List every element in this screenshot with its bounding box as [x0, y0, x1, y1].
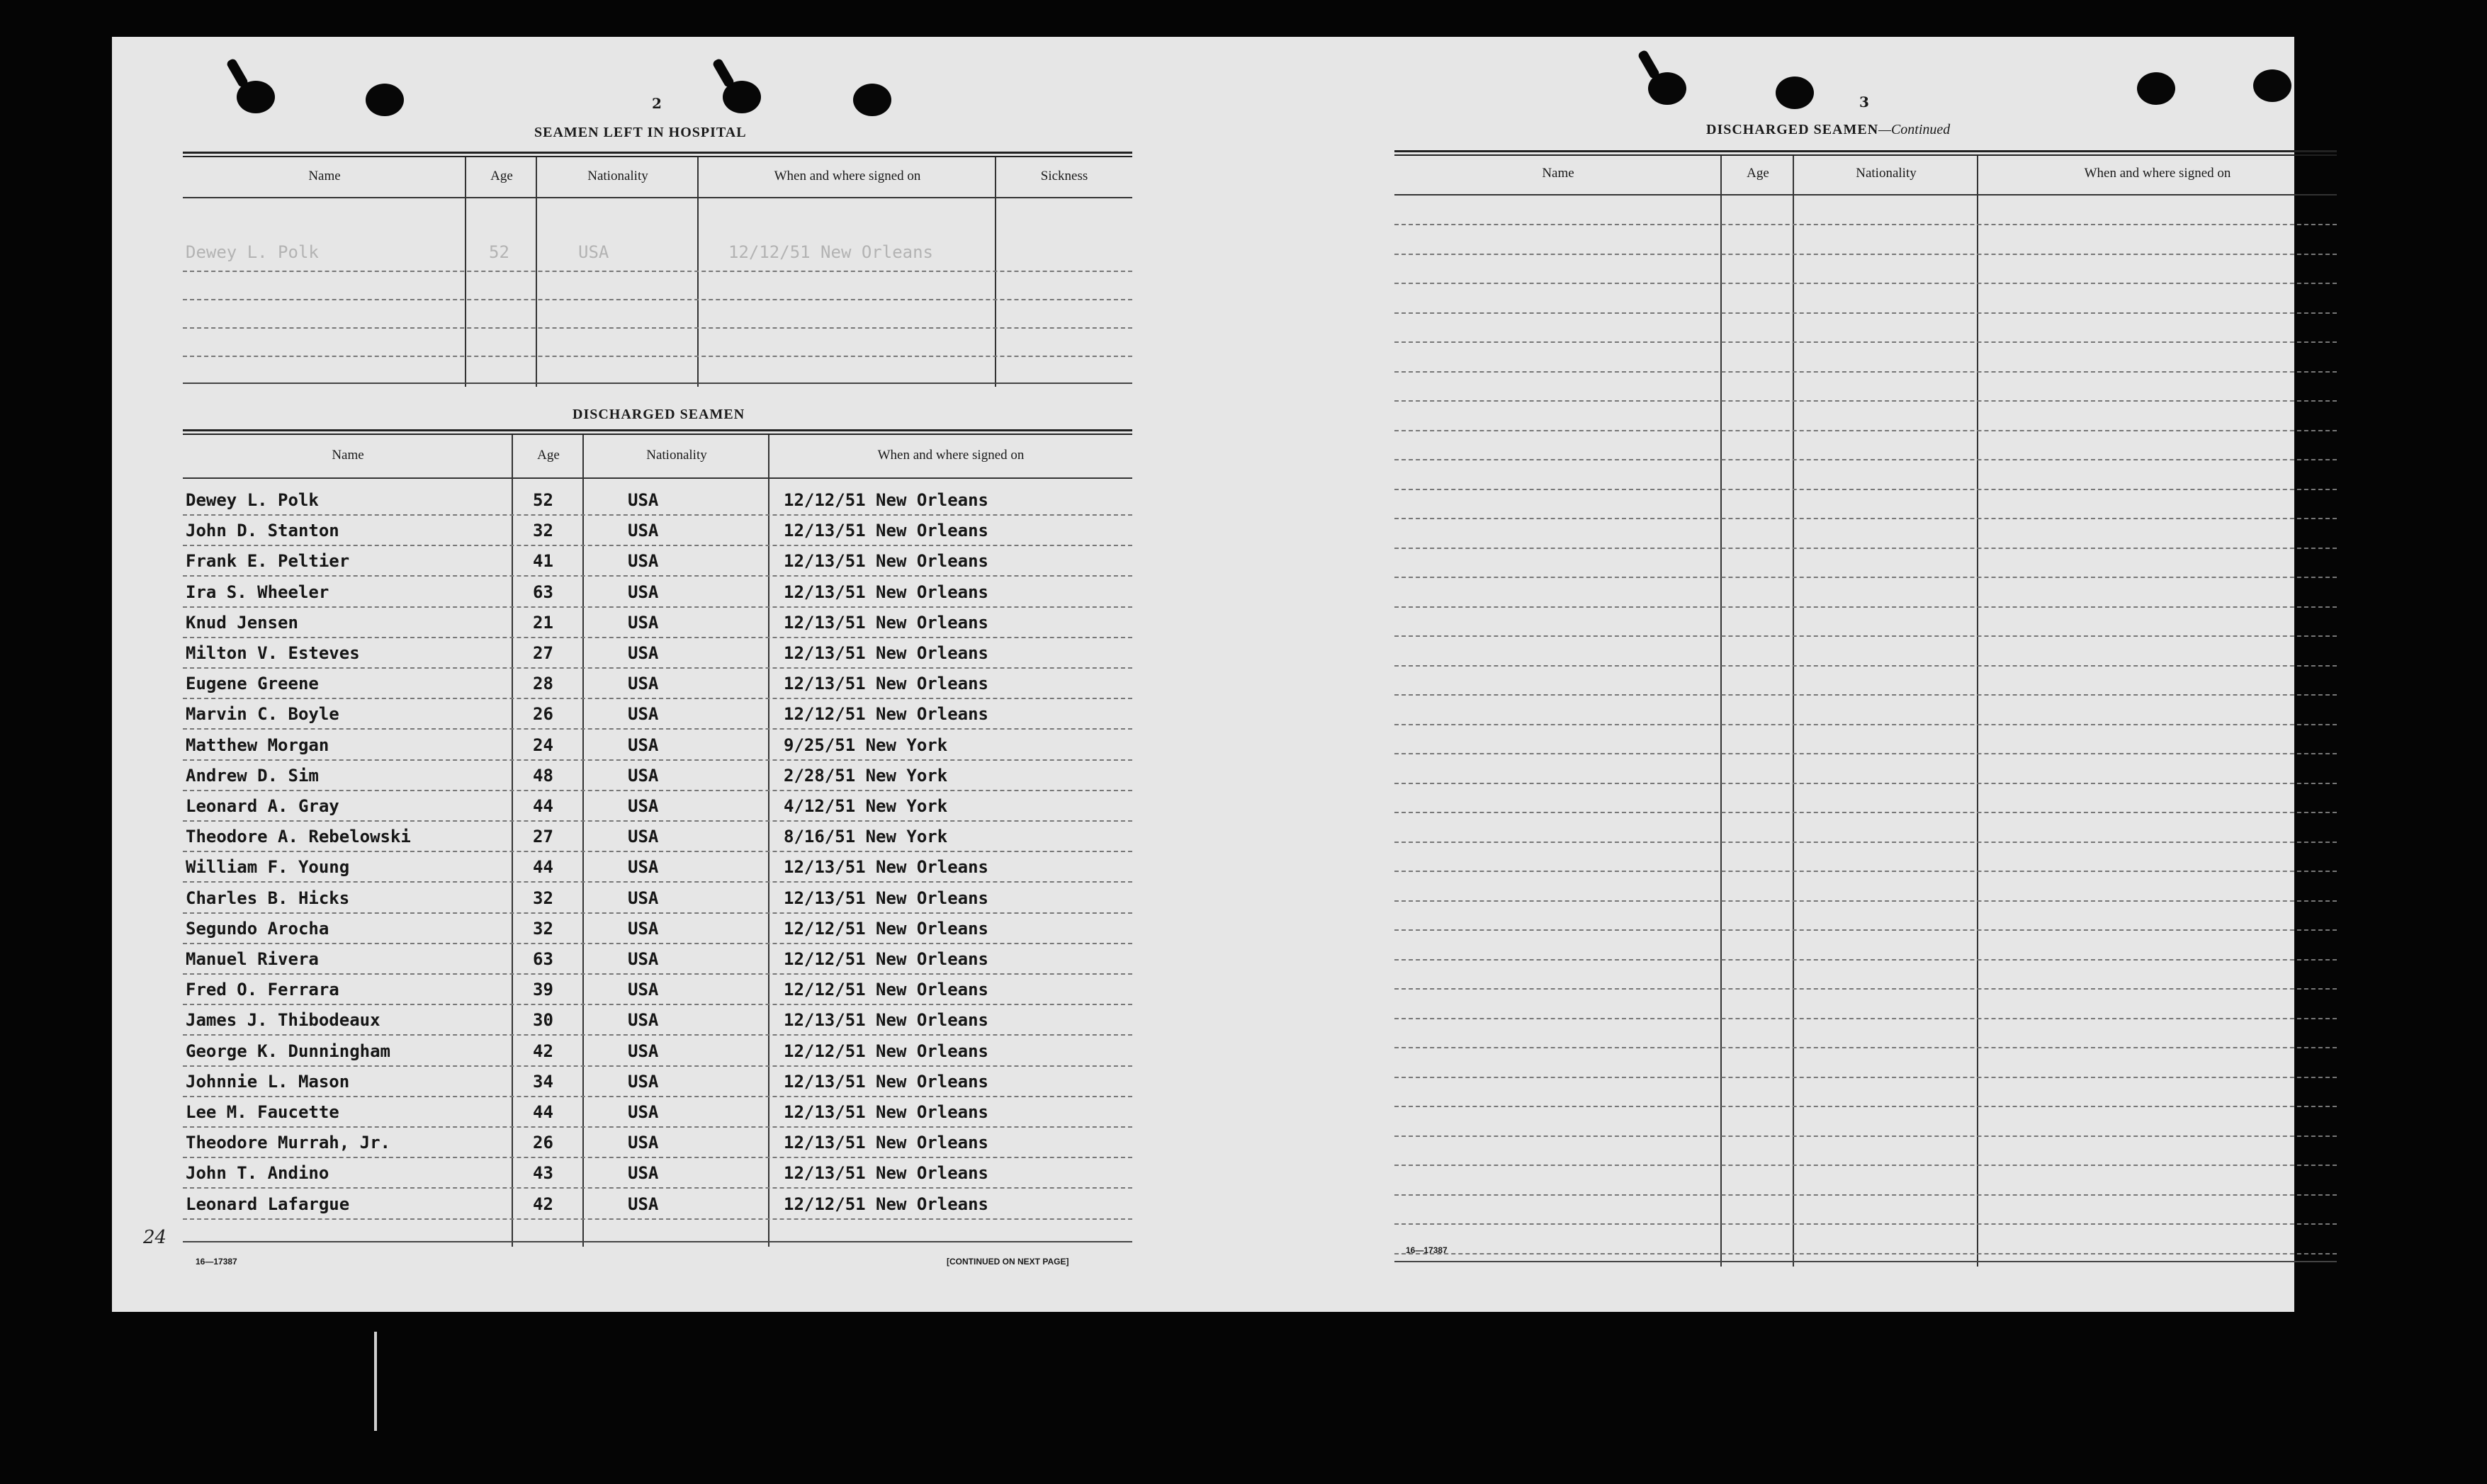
row-line — [1394, 1047, 2337, 1048]
column-divider — [512, 435, 513, 1247]
row-line — [1394, 254, 2337, 255]
cell-nationality: USA — [628, 765, 659, 786]
cell-signed-on: 12/12/51 New Orleans — [784, 704, 988, 725]
cell-age: 42 — [533, 1041, 553, 1061]
document-sheet — [112, 37, 2294, 1312]
cell-age: 26 — [533, 704, 553, 725]
punch-hole — [1648, 72, 1686, 105]
column-divider — [995, 157, 996, 387]
column-divider — [1720, 156, 1722, 1267]
row-line — [1394, 694, 2337, 696]
cell-signed-on: 12/13/51 New Orleans — [784, 674, 988, 694]
hospital-section-title: SEAMEN LEFT IN HOSPITAL — [534, 125, 747, 140]
row-line — [1394, 1106, 2337, 1107]
cell-age: 44 — [533, 857, 553, 878]
punch-hole — [723, 81, 761, 113]
cell-name: James J. Thibodeaux — [186, 1010, 380, 1031]
row-line — [1394, 871, 2337, 872]
cell-nationality: USA — [628, 551, 659, 572]
column-divider — [697, 157, 699, 387]
row-line — [1394, 1165, 2337, 1166]
column-header-signed-on: When and where signed on — [774, 169, 921, 183]
column-header-sickness: Sickness — [1040, 169, 1088, 183]
column-divider — [1977, 156, 1978, 1267]
cell-nationality: USA — [578, 242, 609, 262]
row-line — [1394, 548, 2337, 549]
cell-signed-on: 12/13/51 New Orleans — [784, 1010, 988, 1031]
cell-age: 32 — [533, 521, 553, 541]
column-header-signed-on: When and where signed on — [877, 448, 1025, 463]
cell-signed-on: 8/16/51 New York — [784, 827, 948, 847]
row-line — [183, 637, 1132, 638]
cell-signed-on: 12/13/51 New Orleans — [784, 1133, 988, 1153]
discharged-section-title: DISCHARGED SEAMEN — [573, 407, 745, 422]
cell-age: 27 — [533, 643, 553, 663]
row-line — [183, 327, 1132, 329]
cell-nationality: USA — [628, 980, 659, 1000]
column-header-age: Age — [537, 448, 560, 463]
row-line — [1394, 430, 2337, 431]
table-bottom-rule — [183, 1241, 1132, 1242]
cell-name: George K. Dunningham — [186, 1041, 390, 1061]
row-line — [183, 356, 1132, 357]
cell-name: Theodore Murrah, Jr. — [186, 1133, 390, 1153]
row-line — [183, 790, 1132, 791]
discharged-continued-table — [1394, 156, 2337, 1267]
cell-age: 42 — [533, 1194, 553, 1214]
table-bottom-rule — [1394, 1261, 2337, 1262]
cell-signed-on: 12/13/51 New Orleans — [784, 1071, 988, 1092]
cell-nationality: USA — [628, 582, 659, 602]
row-line — [183, 759, 1132, 761]
cell-nationality: USA — [628, 1010, 659, 1031]
table-header — [1394, 156, 2337, 196]
page-number: 2 — [652, 95, 662, 112]
row-line — [1394, 959, 2337, 961]
cell-age: 39 — [533, 980, 553, 1000]
cell-name: Frank E. Peltier — [186, 551, 350, 572]
margin-note: 24 — [143, 1227, 167, 1248]
hospital-table — [183, 157, 1132, 387]
table-bottom-rule — [183, 383, 1132, 384]
column-divider — [1793, 156, 1794, 1267]
cell-name: Leonard A. Gray — [186, 796, 339, 816]
cell-name: Knud Jensen — [186, 612, 298, 633]
cell-nationality: USA — [628, 1163, 659, 1184]
row-line — [183, 728, 1132, 730]
cell-nationality: USA — [628, 1133, 659, 1153]
cell-age: 28 — [533, 674, 553, 694]
double-rule — [183, 152, 1132, 157]
cell-nationality: USA — [628, 704, 659, 725]
cell-name: Marvin C. Boyle — [186, 704, 339, 725]
continued-note: [CONTINUED ON NEXT PAGE] — [947, 1257, 1069, 1267]
row-line — [1394, 577, 2337, 578]
row-line — [183, 1096, 1132, 1097]
cell-name: William F. Young — [186, 857, 350, 878]
cell-age: 34 — [533, 1071, 553, 1092]
row-line — [1394, 812, 2337, 813]
cell-nationality: USA — [628, 1102, 659, 1122]
cell-name: Charles B. Hicks — [186, 888, 350, 908]
row-line — [1394, 783, 2337, 784]
punch-hole — [2253, 69, 2291, 102]
row-line — [1394, 724, 2337, 725]
cell-age: 43 — [533, 1163, 553, 1184]
cell-nationality: USA — [628, 1071, 659, 1092]
cell-nationality: USA — [628, 827, 659, 847]
cell-name: Leonard Lafargue — [186, 1194, 350, 1214]
cell-age: 24 — [533, 735, 553, 755]
cell-name: Eugene Greene — [186, 674, 319, 694]
column-divider — [465, 157, 466, 387]
cell-age: 30 — [533, 1010, 553, 1031]
column-header-nationality: Nationality — [1856, 166, 1917, 181]
column-header-nationality: Nationality — [646, 448, 707, 463]
row-line — [1394, 1253, 2337, 1254]
cell-name: Ira S. Wheeler — [186, 582, 329, 602]
column-header-signed-on: When and where signed on — [2084, 166, 2231, 181]
cell-name: Andrew D. Sim — [186, 765, 319, 786]
cell-age: 63 — [533, 582, 553, 602]
cell-name: Segundo Arocha — [186, 918, 329, 939]
row-line — [183, 1157, 1132, 1158]
double-rule — [183, 429, 1132, 435]
row-line — [1394, 606, 2337, 608]
row-line — [183, 881, 1132, 883]
cell-signed-on: 9/25/51 New York — [784, 735, 948, 755]
section-title-suffix: —Continued — [1878, 122, 1951, 137]
film-scratch — [374, 1332, 377, 1431]
row-line — [1394, 665, 2337, 667]
row-line — [1394, 489, 2337, 490]
column-header-age: Age — [1747, 166, 1769, 181]
cell-signed-on: 12/13/51 New Orleans — [784, 857, 988, 878]
row-line — [183, 1187, 1132, 1189]
column-header-name: Name — [308, 169, 341, 183]
cell-signed-on: 12/12/51 New Orleans — [784, 918, 988, 939]
cell-signed-on: 12/12/51 New Orleans — [784, 1041, 988, 1061]
row-line — [183, 606, 1132, 608]
row-line — [1394, 341, 2337, 343]
cell-name: Dewey L. Polk — [186, 490, 319, 510]
row-line — [183, 299, 1132, 300]
cell-name: John D. Stanton — [186, 521, 339, 541]
row-line — [1394, 842, 2337, 843]
page-number: 3 — [1859, 94, 1869, 111]
cell-signed-on: 12/13/51 New Orleans — [784, 1102, 988, 1122]
cell-signed-on: 12/12/51 New Orleans — [784, 949, 988, 969]
row-line — [183, 545, 1132, 546]
cell-nationality: USA — [628, 888, 659, 908]
row-line — [183, 1218, 1132, 1220]
row-line — [183, 973, 1132, 975]
row-line — [1394, 1223, 2337, 1225]
right-page — [1203, 37, 2294, 1312]
column-divider — [582, 435, 584, 1247]
row-line — [183, 820, 1132, 822]
row-line — [183, 514, 1132, 516]
row-line — [183, 1065, 1132, 1067]
cell-age: 44 — [533, 1102, 553, 1122]
cell-name: Fred O. Ferrara — [186, 980, 339, 1000]
column-divider — [768, 435, 769, 1247]
cell-age: 32 — [533, 888, 553, 908]
punch-hole — [366, 84, 404, 116]
row-line — [183, 1126, 1132, 1128]
cell-signed-on: 12/13/51 New Orleans — [784, 888, 988, 908]
cell-signed-on: 12/13/51 New Orleans — [784, 551, 988, 572]
column-divider — [536, 157, 537, 387]
form-number: 16—17387 — [1406, 1245, 1448, 1255]
column-header-nationality: Nationality — [587, 169, 648, 183]
cell-nationality: USA — [628, 735, 659, 755]
row-line — [1394, 988, 2337, 990]
row-line — [1394, 1077, 2337, 1078]
row-line — [1394, 635, 2337, 637]
punch-hole — [237, 81, 275, 113]
cell-nationality: USA — [628, 1194, 659, 1214]
row-line — [1394, 900, 2337, 902]
cell-signed-on: 12/12/51 New Orleans — [784, 490, 988, 510]
cell-name: Johnnie L. Mason — [186, 1071, 350, 1092]
cell-signed-on: 12/13/51 New Orleans — [784, 612, 988, 633]
row-line — [183, 698, 1132, 699]
row-line — [1394, 312, 2337, 314]
cell-name: John T. Andino — [186, 1163, 329, 1184]
cell-signed-on: 12/12/51 New Orleans — [784, 1194, 988, 1214]
cell-age: 52 — [533, 490, 553, 510]
cell-signed-on: 12/12/51 New Orleans — [784, 980, 988, 1000]
section-title — [1706, 122, 1950, 138]
row-line — [1394, 1135, 2337, 1137]
cell-age: 63 — [533, 949, 553, 969]
section-title-text: DISCHARGED SEAMEN — [1706, 122, 1879, 137]
discharged-table — [183, 435, 1132, 1247]
cell-nationality: USA — [628, 1041, 659, 1061]
row-line — [183, 912, 1132, 914]
cell-nationality: USA — [628, 521, 659, 541]
row-line — [183, 575, 1132, 577]
cell-name: Dewey L. Polk — [186, 242, 319, 262]
cell-signed-on: 12/13/51 New Orleans — [784, 521, 988, 541]
cell-nationality: USA — [628, 674, 659, 694]
cell-signed-on: 12/13/51 New Orleans — [784, 643, 988, 663]
row-line — [1394, 518, 2337, 519]
cell-name: Lee M. Faucette — [186, 1102, 339, 1122]
row-line — [183, 1004, 1132, 1005]
cell-age: 52 — [489, 242, 509, 262]
row-line — [1394, 371, 2337, 373]
row-line — [1394, 1018, 2337, 1019]
row-line — [183, 943, 1132, 944]
row-line — [1394, 400, 2337, 402]
row-line — [1394, 224, 2337, 225]
row-line — [1394, 929, 2337, 931]
cell-nationality: USA — [628, 612, 659, 633]
cell-age: 48 — [533, 765, 553, 786]
row-line — [183, 1034, 1132, 1036]
column-header-age: Age — [490, 169, 513, 183]
column-header-name: Name — [1542, 166, 1574, 181]
punch-hole — [1776, 77, 1814, 109]
row-line — [1394, 283, 2337, 284]
cell-age: 44 — [533, 796, 553, 816]
cell-signed-on: 4/12/51 New York — [784, 796, 948, 816]
cell-name: Manuel Rivera — [186, 949, 319, 969]
cell-signed-on: 2/28/51 New York — [784, 765, 948, 786]
left-page — [112, 37, 1203, 1312]
row-line — [183, 271, 1132, 272]
cell-age: 21 — [533, 612, 553, 633]
row-line — [1394, 459, 2337, 460]
table-header — [183, 435, 1132, 479]
double-rule — [1394, 150, 2337, 156]
cell-nationality: USA — [628, 918, 659, 939]
cell-name: Matthew Morgan — [186, 735, 329, 755]
row-line — [183, 851, 1132, 852]
cell-name: Theodore A. Rebelowski — [186, 827, 411, 847]
cell-signed-on: 12/13/51 New Orleans — [784, 1163, 988, 1184]
cell-nationality: USA — [628, 490, 659, 510]
row-line — [183, 667, 1132, 669]
cell-nationality: USA — [628, 643, 659, 663]
row-line — [1394, 753, 2337, 754]
punch-hole — [2137, 72, 2175, 105]
cell-name: Milton V. Esteves — [186, 643, 360, 663]
cell-signed-on: 12/12/51 New Orleans — [728, 242, 933, 262]
cell-age: 26 — [533, 1133, 553, 1153]
row-line — [1394, 1194, 2337, 1196]
cell-nationality: USA — [628, 949, 659, 969]
cell-nationality: USA — [628, 857, 659, 878]
cell-age: 41 — [533, 551, 553, 572]
cell-age: 32 — [533, 918, 553, 939]
cell-signed-on: 12/13/51 New Orleans — [784, 582, 988, 602]
cell-nationality: USA — [628, 796, 659, 816]
table-header — [183, 157, 1132, 198]
punch-hole — [853, 84, 891, 116]
form-number: 16—17387 — [196, 1257, 237, 1267]
cell-age: 27 — [533, 827, 553, 847]
column-header-name: Name — [332, 448, 364, 463]
